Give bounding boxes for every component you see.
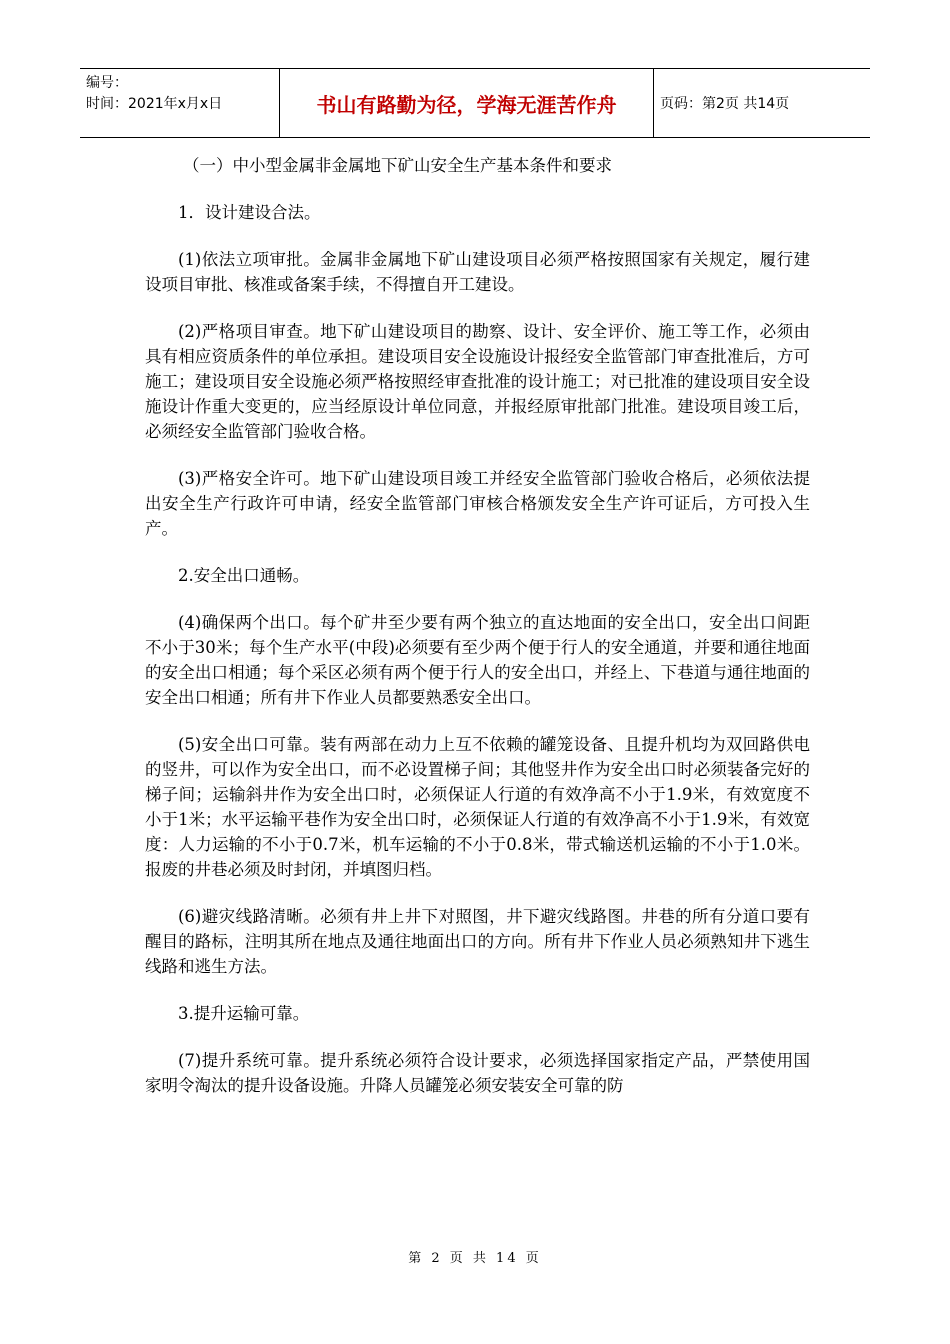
document-body	[145, 153, 810, 1120]
paragraph: (3)严格安全许可。地下矿山建设项目竣工并经安全监管部门验收合格后，必须依法提出安全生产行政许可申请，经安全监管部门审核合格颁发安全生产许可证后，方可投入生产。	[145, 469, 810, 538]
paragraph: (2)严格项目审查。地下矿山建设项目的勘察、设计、安全评价、施工等工作，必须由具有相应资质条件的单位承担。建设项目安全设施设计报经安全监管部门审查批准后，方可施工；建设项目安全设施必须严格按照经审查批准的设计施工；对已批准的建设项目安全设施设计作重大变更的，应当经原设计单位同意，并报经原审批部门批准。建设项目竣工后，必须经安全监管部门验收合格。	[145, 322, 810, 441]
date-label: 时间：2021年x月x日	[86, 96, 223, 112]
paragraph: (7)提升系统可靠。提升系统必须符合设计要求，必须选择国家指定产品，严禁使用国家明令淘汰的提升设备设施。升降人员罐笼必须安装安全可靠的防	[145, 1051, 810, 1095]
page-footer: 第 2 页 共 14 页	[408, 1251, 542, 1266]
subheading: 1．设计建设合法。	[178, 203, 321, 222]
header-motto: 书山有路勤为径，学海无涯苦作舟	[280, 69, 654, 137]
subheading: 3.提升运输可靠。	[178, 1004, 310, 1023]
paragraph: (6)避灾线路清晰。必须有井上井下对照图，井下避灾线路图。井巷的所有分道口要有醒目的路标，注明其所在地点及通往地面出口的方向。所有井下作业人员必须熟知井下逃生线路和逃生方法。	[145, 907, 810, 976]
code-label: 编号：	[86, 75, 128, 91]
header-page-info: 页码：第2页 共14页	[660, 96, 790, 112]
paragraph: (5)安全出口可靠。装有两部在动力上互不依赖的罐笼设备、且提升机均为双回路供电的竖井，可以作为安全出口，而不必设置梯子间；其他竖井作为安全出口时必须装备完好的梯子间；运输斜井作为安全出口时，必须保证人行道的有效净高不小于1.9米，有效宽度不小于1米；水平运输平巷作为安全出口时，必须保证人行道的有效净高不小于1.9米，有效宽度：人力运输的不小于0.7米，机车运输的不小于0.8米，带式输送机运输的不小于1.0米。报废的井巷必须及时封闭，并填图归档。	[145, 735, 810, 879]
subheading: 2.安全出口通畅。	[178, 566, 310, 585]
paragraph: (1)依法立项审批。金属非金属地下矿山建设项目必须严格按照国家有关规定，履行建设项目审批、核准或备案手续，不得擅自开工建设。	[145, 250, 810, 294]
paragraph: (4)确保两个出口。每个矿井至少要有两个独立的直达地面的安全出口，安全出口间距不小于30米；每个生产水平(中段)必须要有至少两个便于行人的安全通道，并要和通往地面的安全出口相通；每个采区必须有两个便于行人的安全出口，并经上、下巷道与通往地面的安全出口相通；所有井下作业人员都要熟悉安全出口。	[145, 613, 810, 707]
header-meta	[80, 69, 280, 137]
section-title: （一）中小型金属非金属地下矿山安全生产基本条件和要求	[183, 156, 612, 175]
page-header	[80, 68, 870, 138]
